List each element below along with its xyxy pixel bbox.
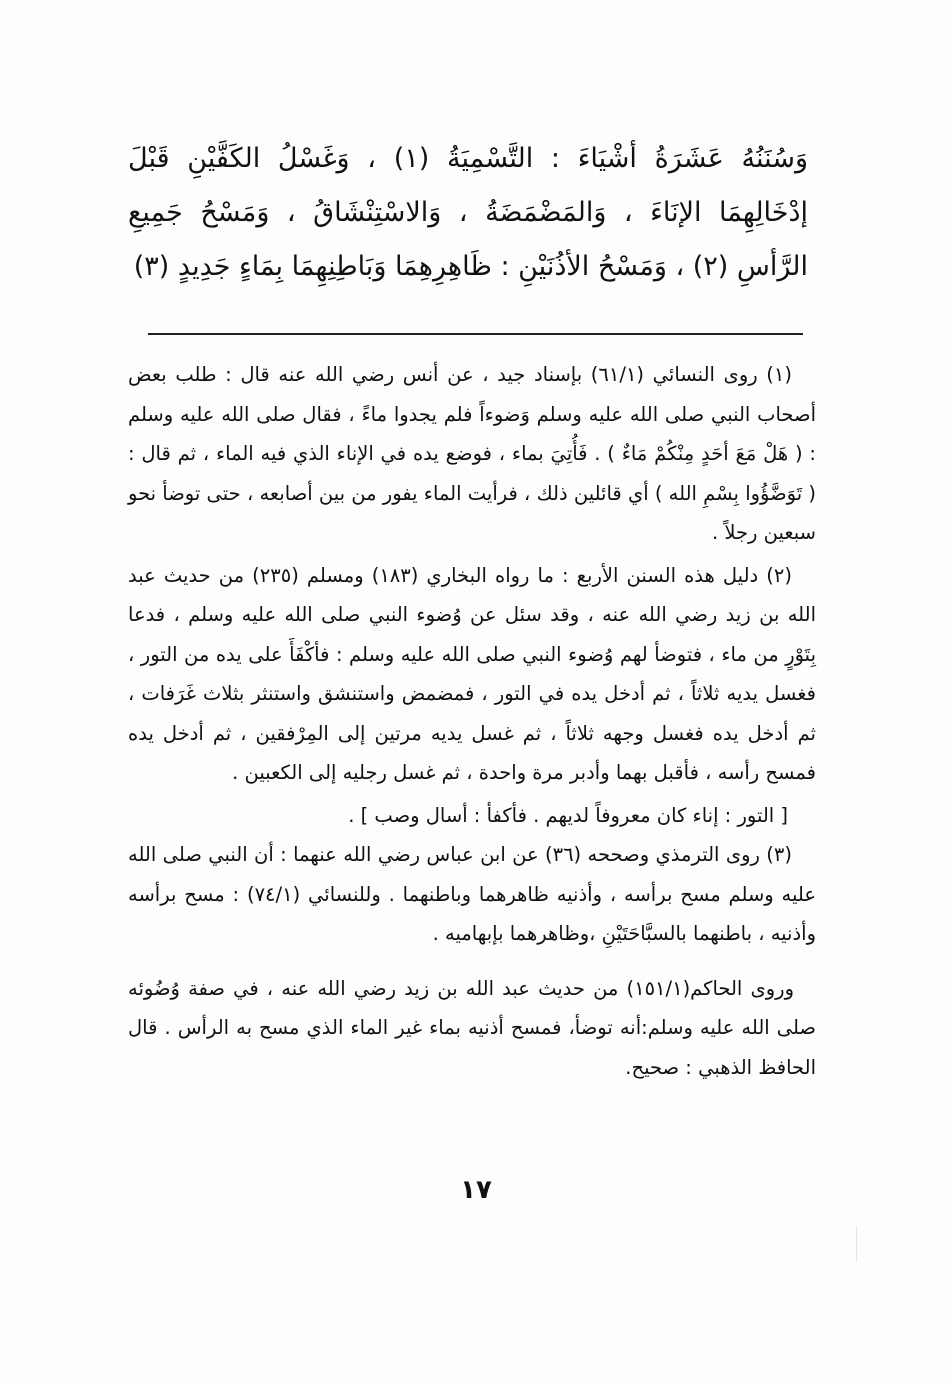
main-paragraph: وَسُنَنُهُ عَشَرَةُ أشْيَاءَ : التَّسْمِيَةُ (١) ، وَغَسْلُ الكَفَّيْنِ قَبْلَ إدْخَالِهِمَا الإنَاءَ ، وَالمَضْمَضَةُ ، وَالاسْتِنْشَاقُ ، وَمَسْحُ جَمِيعِ الرَّأسِ (٢) ، وَمَسْحُ الأذُنَيْنِ : ظَاهِرِهِمَا وَبَاطِنِهِمَا بِمَاءٍ جَدِيدٍ (٣) <box>128 143 808 282</box>
page-number: ١٧ <box>460 1175 492 1205</box>
footnote-2: (٢) دليل هذه السنن الأربع : ما رواه البخاري (١٨٣) ومسلم (٢٣٥) من حديث عبد الله بن زيد رضي الله عنه ، وقد سئل عن وُضوء النبي صلى الله عليه وسلم ، فدعا بِتَوْرٍ من ماء ، فتوضأ لهم وُضوء النبي صلى الله عليه وسلم : فأكْفَأَ على يده من التور ، فغسل يديه ثلاثاً ، ثم أدخل يده في التور ، فمضمض واستنشق واستنثر بثلاث غَرَفات ، ثم أدخل يده فغسل وجهه ثلاثاً ، ثم غسل يديه مرتين إلى المِرْفقين ، ثم أدخل يده فمسح رأسه ، فأقبل بهما وأدبر مرة واحدة ، ثم غسل رجليه إلى الكعبين . <box>128 563 816 784</box>
main-text <box>128 132 808 294</box>
footnote-3: (٣) روى الترمذي وصححه (٣٦) عن ابن عباس رضي الله عنهما : أن النبي صلى الله عليه وسلم مسح برأسه ، وأذنيه ظاهرهما وباطنهما . وللنسائي (٧٤/١) : مسح برأسه وأذنيه ، باطنهما بالسبَّاحَتَيْنِ ،وظاهرهما بإبهاميه . <box>128 843 816 945</box>
footnote-separator <box>148 333 803 335</box>
footnote-3-addendum: وروى الحاكم(١٥١/١) من حديث عبد الله بن زيد رضي الله عنه ، في صفة وُضُوئه صلى الله عليه وسلم:أنه توضأ، فمسح أذنيه بماء غير الماء الذي مسح به الرأس . قال الحافظ الذهبي : صحيح. <box>128 976 816 1079</box>
scan-mark <box>856 1226 857 1262</box>
footnotes <box>128 355 816 1090</box>
footnote-gap <box>128 957 816 969</box>
footnote-1: (١) روى النسائي (٦١/١) بإسناد جيد ، عن أنس رضي الله عنه قال : طلب بعض أصحاب النبي صلى الله عليه وسلم وَضوءاً فلم يجدوا ماءً ، فقال صلى الله عليه وسلم : ( هَلْ مَعَ أحَدٍ مِنْكُمْ مَاءٌ ) . فَأُتِيَ بماء ، فوضع يده في الإناء الذي فيه الماء ، ثم قال : ( تَوَضَّؤُوا بِسْمِ الله ) أي قائلين ذلك ، فرأيت الماء يفور من بين أصابعه ، حتى توضأ نحو سبعين رجلاً . <box>128 363 816 544</box>
footnote-2-gloss: [ التور : إناء كان معروفاً لديهم . فأكفأ : أسال وصب ] . <box>348 803 788 827</box>
